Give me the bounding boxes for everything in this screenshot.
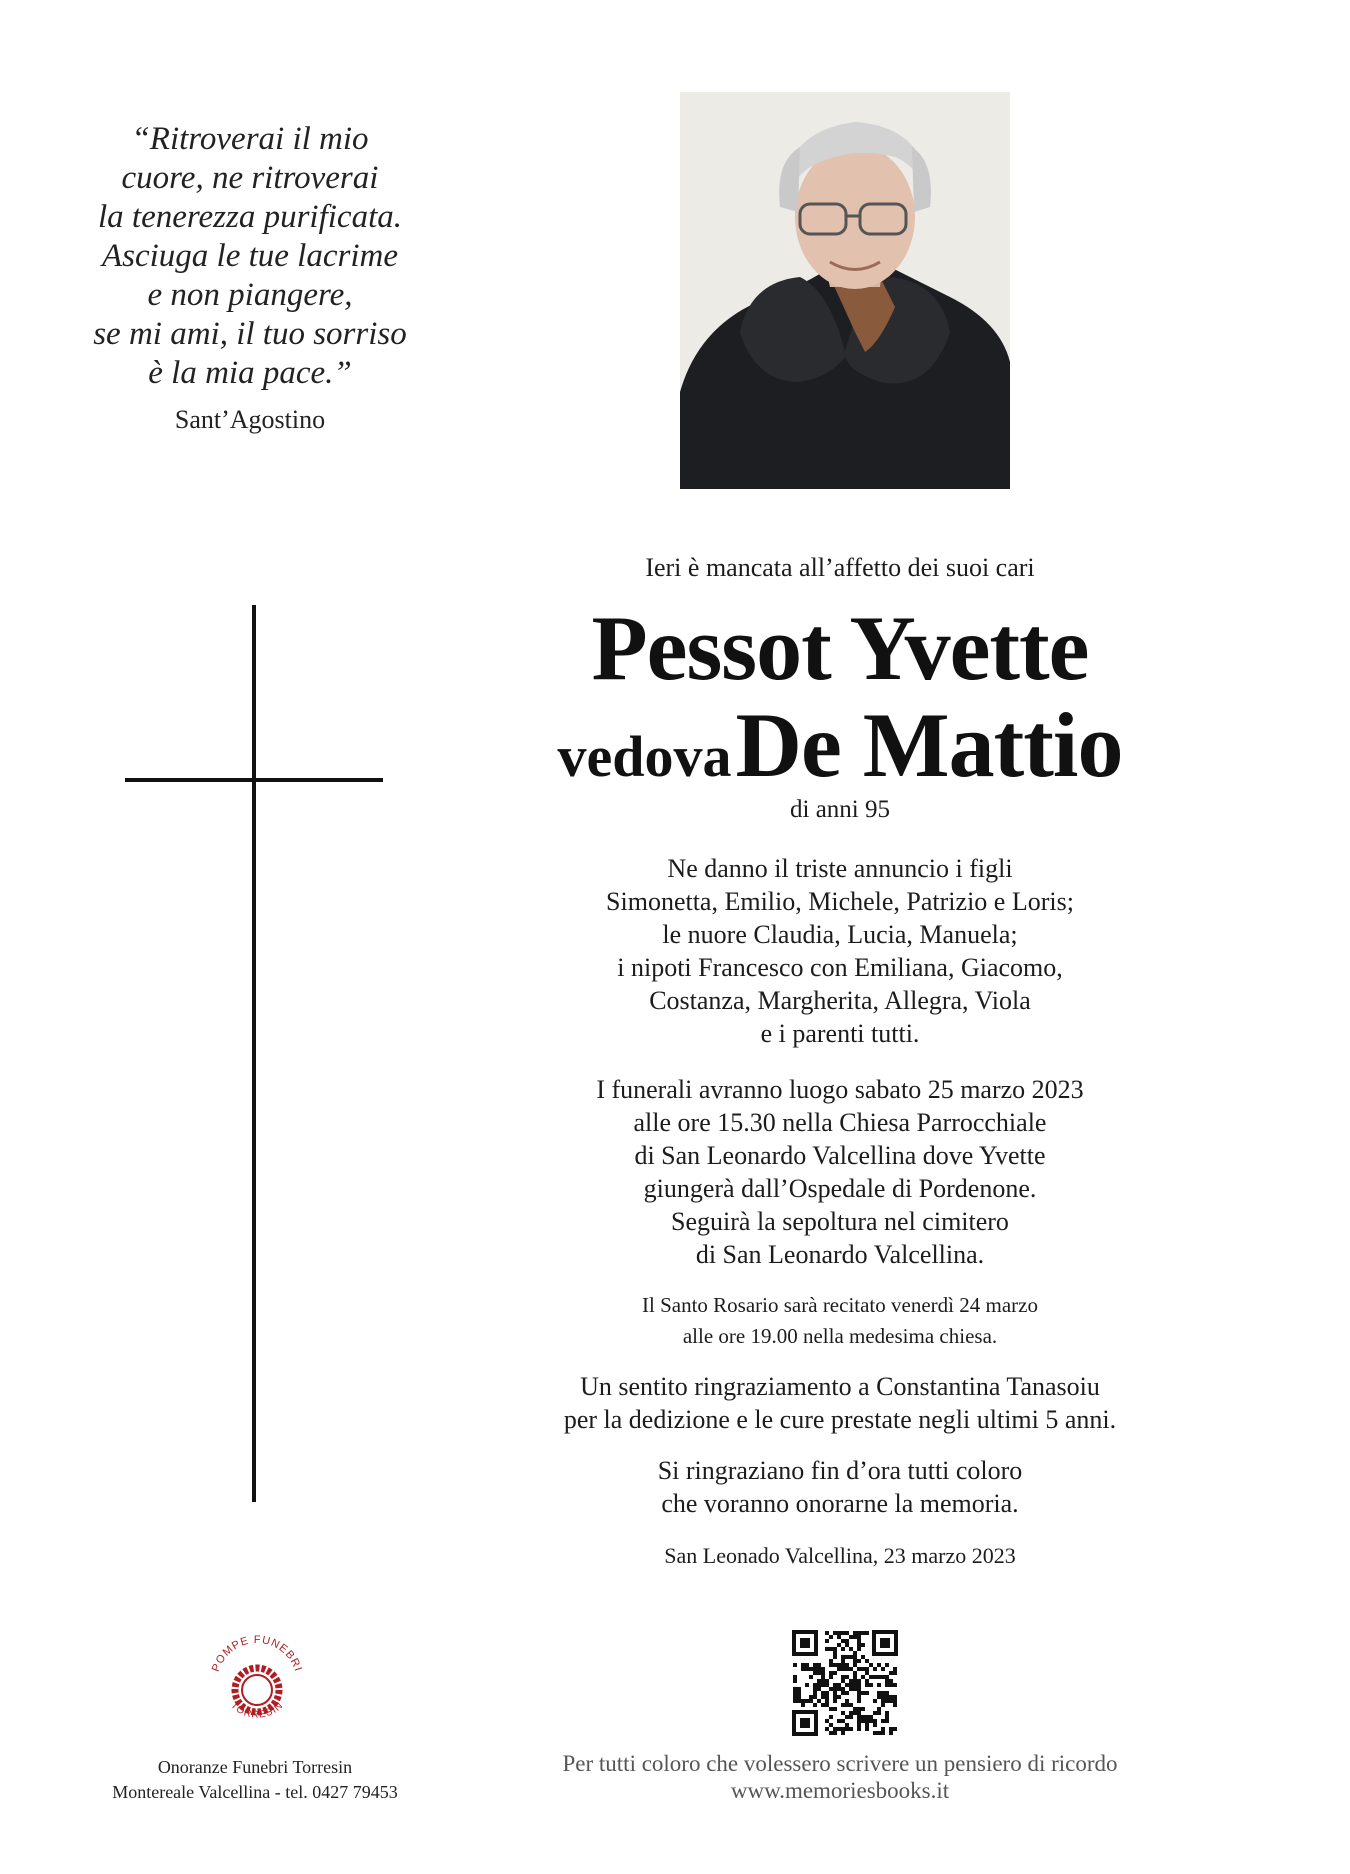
qr-module <box>865 1691 869 1695</box>
text-line: Si ringraziano fin d’ora tutti coloro <box>657 1456 1023 1485</box>
qr-module <box>841 1667 845 1671</box>
qr-module <box>877 1711 881 1715</box>
wreath-logo-icon <box>202 1628 312 1738</box>
qr-module <box>857 1715 861 1719</box>
qr-module <box>825 1703 829 1707</box>
qr-module <box>801 1663 805 1667</box>
qr-module <box>825 1695 829 1699</box>
qr-module <box>893 1699 897 1703</box>
qr-module <box>821 1679 825 1683</box>
qr-module <box>797 1691 801 1695</box>
qr-module <box>837 1667 841 1671</box>
qr-module <box>849 1711 853 1715</box>
qr-module <box>817 1683 821 1687</box>
qr-module <box>881 1675 885 1679</box>
qr-module <box>833 1655 837 1659</box>
qr-module <box>833 1671 837 1675</box>
qr-module <box>857 1723 861 1727</box>
text-line: giungerà dall’Ospedale di Pordenone. <box>643 1174 1037 1203</box>
qr-module <box>857 1691 861 1695</box>
qr-module <box>825 1683 829 1687</box>
qr-module <box>825 1727 829 1731</box>
qr-module <box>801 1667 805 1671</box>
portrait-photo <box>680 92 1010 489</box>
memories-url[interactable]: www.memoriesbooks.it <box>730 1778 950 1803</box>
funeral-home-name: Onoranze Funebri Torresin <box>157 1757 353 1777</box>
qr-module <box>817 1679 821 1683</box>
qr-module <box>865 1727 869 1731</box>
qr-module <box>829 1731 833 1735</box>
qr-module <box>833 1687 837 1691</box>
qr-module <box>873 1675 877 1679</box>
qr-module <box>877 1731 881 1735</box>
qr-module <box>793 1699 797 1703</box>
qr-module <box>829 1715 833 1719</box>
qr-module <box>817 1663 821 1667</box>
qr-module <box>845 1715 849 1719</box>
deceased-name: Pessot Yvette <box>591 597 1089 699</box>
qr-module <box>817 1687 821 1691</box>
qr-module <box>857 1727 861 1731</box>
qr-module <box>889 1679 893 1683</box>
qr-module <box>837 1643 841 1647</box>
qr-module <box>881 1731 885 1735</box>
qr-module <box>889 1683 893 1687</box>
qr-module <box>885 1683 889 1687</box>
qr-module <box>837 1687 841 1691</box>
qr-module <box>793 1679 797 1683</box>
qr-module <box>865 1679 869 1683</box>
text-line: alle ore 19.00 nella medesima chiesa. <box>682 1324 998 1348</box>
qr-module <box>817 1667 821 1671</box>
qr-module <box>877 1695 881 1699</box>
qr-module <box>865 1631 869 1635</box>
general-thanks-paragraph <box>500 1454 1180 1520</box>
qr-module <box>857 1711 861 1715</box>
qr-module <box>813 1695 817 1699</box>
qr-module <box>801 1699 805 1703</box>
qr-module <box>873 1731 877 1735</box>
qr-module <box>845 1699 849 1703</box>
qr-module <box>845 1663 849 1667</box>
qr-module <box>849 1715 853 1719</box>
qr-module <box>829 1647 833 1651</box>
qr-module <box>865 1723 869 1727</box>
qr-module <box>825 1647 829 1651</box>
qr-module <box>793 1695 797 1699</box>
qr-module <box>841 1727 845 1731</box>
qr-module <box>877 1683 881 1687</box>
text-line: e i parenti tutti. <box>760 1019 920 1048</box>
qr-module <box>829 1663 833 1667</box>
qr-module <box>845 1691 849 1695</box>
qr-module <box>853 1655 857 1659</box>
qr-module <box>801 1703 805 1707</box>
quote-line: Asciuga le tue lacrime <box>101 238 398 274</box>
qr-module <box>845 1723 849 1727</box>
qr-module <box>829 1687 833 1691</box>
qr-module <box>845 1631 849 1635</box>
qr-module <box>877 1707 881 1711</box>
qr-module <box>809 1699 813 1703</box>
qr-module <box>813 1667 817 1671</box>
qr-module <box>893 1671 897 1675</box>
logo-text-top: POMPE FUNEBRI <box>209 1633 305 1674</box>
qr-module <box>893 1695 897 1699</box>
qr-module <box>849 1727 853 1731</box>
qr-module <box>841 1711 845 1715</box>
qr-module <box>857 1639 861 1643</box>
qr-module <box>813 1663 817 1667</box>
qr-module <box>845 1643 849 1647</box>
qr-module <box>869 1719 873 1723</box>
qr-module <box>857 1695 861 1699</box>
qr-module <box>833 1647 837 1651</box>
qr-module <box>841 1687 845 1691</box>
qr-module <box>821 1695 825 1699</box>
qr-module <box>829 1723 833 1727</box>
qr-module <box>833 1631 837 1635</box>
qr-module <box>853 1711 857 1715</box>
qr-code-icon <box>790 1628 900 1738</box>
text-line: le nuore Claudia, Lucia, Manuela; <box>662 920 1018 949</box>
place-and-date: San Leonado Valcellina, 23 marzo 2023 <box>664 1543 1016 1568</box>
svg-text:TORRESIN <box>228 1700 285 1721</box>
quote-line: cuore, ne ritroverai <box>121 160 379 196</box>
text-line: i nipoti Francesco con Emiliana, Giacomo, <box>617 953 1063 982</box>
qr-module <box>841 1679 845 1683</box>
qr-module <box>797 1695 801 1699</box>
qr-module <box>829 1707 833 1711</box>
qr-module <box>849 1679 853 1683</box>
family-paragraph <box>500 852 1180 1050</box>
qr-module <box>829 1671 833 1675</box>
qr-module <box>841 1731 845 1735</box>
qr-module <box>809 1675 813 1679</box>
text-line: che voranno onorarne la memoria. <box>661 1489 1019 1518</box>
memories-note <box>500 1750 1180 1804</box>
qr-module <box>793 1663 797 1667</box>
qr-module <box>885 1663 889 1667</box>
qr-module <box>821 1683 825 1687</box>
funeral-home-contact: Montereale Valcellina - tel. 0427 79453 <box>112 1782 398 1802</box>
qr-module <box>825 1691 829 1695</box>
qr-module <box>805 1667 809 1671</box>
qr-module <box>857 1667 861 1671</box>
qr-module <box>857 1683 861 1687</box>
qr-module <box>845 1639 849 1643</box>
qr-module <box>853 1635 857 1639</box>
qr-module <box>833 1651 837 1655</box>
qr-module <box>825 1699 829 1703</box>
qr-module <box>833 1663 837 1667</box>
qr-module <box>873 1667 877 1671</box>
qr-module <box>889 1731 893 1735</box>
qr-module <box>797 1687 801 1691</box>
qr-module <box>885 1699 889 1703</box>
qr-module <box>873 1723 877 1727</box>
rosary-paragraph <box>500 1290 1180 1352</box>
qr-module <box>849 1687 853 1691</box>
qr-module <box>833 1691 837 1695</box>
qr-module <box>817 1671 821 1675</box>
qr-module <box>865 1683 869 1687</box>
qr-module <box>833 1727 837 1731</box>
qr-module <box>805 1663 809 1667</box>
text-line: Il Santo Rosario sarà recitato venerdì 24 marzo <box>642 1293 1038 1317</box>
qr-module <box>809 1667 813 1671</box>
qr-module <box>825 1719 829 1723</box>
qr-module <box>809 1695 813 1699</box>
qr-module <box>881 1703 885 1707</box>
qr-module <box>837 1663 841 1667</box>
qr-module <box>865 1659 869 1663</box>
qr-module <box>889 1695 893 1699</box>
qr-module <box>841 1703 845 1707</box>
qr-module <box>861 1675 865 1679</box>
qr-module <box>797 1699 801 1703</box>
qr-module <box>857 1631 861 1635</box>
qr-module <box>873 1699 877 1703</box>
qr-module <box>845 1675 849 1679</box>
logo-text-bottom: TORRESIN <box>228 1699 286 1721</box>
cross-horizontal-bar <box>125 778 383 782</box>
qr-module <box>817 1699 821 1703</box>
funeral-paragraph <box>500 1073 1180 1271</box>
qr-module <box>869 1683 873 1687</box>
qr-module <box>885 1711 889 1715</box>
text-line: per la dedizione e le cure prestate negli ultimi 5 anni. <box>563 1405 1117 1434</box>
qr-module <box>813 1691 817 1695</box>
qr-module <box>861 1667 865 1671</box>
qr-module <box>837 1683 841 1687</box>
qr-module <box>865 1715 869 1719</box>
quote-line: è la mia pace.” <box>148 355 352 391</box>
qr-module <box>861 1707 865 1711</box>
qr-module <box>837 1727 841 1731</box>
qr-module <box>837 1631 841 1635</box>
qr-module <box>857 1719 861 1723</box>
qr-module <box>857 1643 861 1647</box>
qr-module <box>821 1667 825 1671</box>
text-line: di San Leonardo Valcellina dove Yvette <box>634 1141 1046 1170</box>
qr-module <box>881 1719 885 1723</box>
qr-module <box>837 1635 841 1639</box>
qr-module <box>853 1683 857 1687</box>
qr-module <box>853 1687 857 1691</box>
qr-code[interactable] <box>790 1628 900 1738</box>
qr-module <box>881 1667 885 1671</box>
qr-module <box>845 1727 849 1731</box>
qr-module <box>805 1699 809 1703</box>
announcement-intro: Ieri è mancata all’affetto dei suoi cari <box>645 553 1035 582</box>
qr-module <box>853 1675 857 1679</box>
qr-module <box>869 1715 873 1719</box>
qr-module <box>849 1703 853 1707</box>
qr-module <box>857 1687 861 1691</box>
qr-module <box>857 1647 861 1651</box>
qr-module <box>841 1719 845 1723</box>
qr-module <box>825 1679 829 1683</box>
cross-vertical-bar <box>252 605 256 1502</box>
qr-module <box>821 1671 825 1675</box>
qr-module <box>793 1687 797 1691</box>
qr-module <box>793 1675 797 1679</box>
qr-module <box>845 1683 849 1687</box>
text-line: Ne danno il triste annuncio i figli <box>667 854 1013 883</box>
qr-module <box>865 1671 869 1675</box>
funeral-home-info <box>80 1755 430 1805</box>
qr-module <box>861 1715 865 1719</box>
qr-module <box>829 1675 833 1679</box>
qr-module <box>841 1659 845 1663</box>
qr-module <box>881 1727 885 1731</box>
qr-module <box>857 1659 861 1663</box>
memories-text: Per tutti coloro che volessero scrivere un pensiero di ricordo <box>562 1751 1118 1776</box>
qr-module <box>841 1663 845 1667</box>
caregiver-thanks-paragraph <box>500 1370 1180 1436</box>
qr-module <box>821 1691 825 1695</box>
qr-module <box>845 1655 849 1659</box>
widow-prefix: vedova <box>557 724 732 789</box>
qr-module <box>841 1639 845 1643</box>
text-line: Costanza, Margherita, Allegra, Viola <box>649 986 1031 1015</box>
qr-module <box>893 1727 897 1731</box>
qr-module <box>833 1695 837 1699</box>
qr-module <box>849 1655 853 1659</box>
qr-module <box>833 1731 837 1735</box>
qr-module <box>885 1679 889 1683</box>
quote <box>60 120 440 393</box>
qr-module <box>857 1699 861 1703</box>
qr-module <box>813 1703 817 1707</box>
qr-module <box>865 1719 869 1723</box>
qr-module <box>877 1663 881 1667</box>
qr-module <box>841 1631 845 1635</box>
text-line: Seguirà la sepoltura nel cimitero <box>671 1207 1009 1236</box>
quote-line: “Ritroverai il mio <box>131 121 369 157</box>
funeral-home-logo <box>202 1628 312 1738</box>
qr-module <box>849 1683 853 1687</box>
qr-module <box>893 1667 897 1671</box>
qr-module <box>825 1639 829 1643</box>
qr-module <box>853 1651 857 1655</box>
qr-module <box>841 1691 845 1695</box>
qr-module <box>877 1691 881 1695</box>
qr-module <box>861 1655 865 1659</box>
qr-module <box>853 1679 857 1683</box>
qr-module <box>837 1719 841 1723</box>
qr-module <box>853 1671 857 1675</box>
qr-module <box>813 1683 817 1687</box>
quote-author: Sant’Agostino <box>174 405 326 434</box>
qr-module <box>825 1631 829 1635</box>
qr-module <box>889 1699 893 1703</box>
qr-module <box>857 1679 861 1683</box>
qr-module <box>841 1647 845 1651</box>
qr-module <box>805 1683 809 1687</box>
qr-module <box>841 1675 845 1679</box>
qr-module <box>833 1707 837 1711</box>
qr-module <box>829 1635 833 1639</box>
qr-module <box>881 1695 885 1699</box>
qr-module <box>885 1715 889 1719</box>
qr-module <box>821 1675 825 1679</box>
qr-module <box>861 1719 865 1723</box>
qr-module <box>833 1699 837 1703</box>
qr-module <box>885 1691 889 1695</box>
qr-module <box>893 1683 897 1687</box>
qr-module <box>873 1711 877 1715</box>
qr-module <box>853 1707 857 1711</box>
quote-line: la tenerezza purificata. <box>98 199 402 235</box>
text-line: I funerali avranno luogo sabato 25 marzo 2023 <box>596 1075 1084 1104</box>
qr-module <box>889 1727 893 1731</box>
qr-module <box>877 1675 881 1679</box>
qr-module <box>829 1659 833 1663</box>
text-line: di San Leonardo Valcellina. <box>695 1240 985 1269</box>
qr-module <box>849 1647 853 1651</box>
qr-module <box>841 1655 845 1659</box>
qr-module <box>861 1691 865 1695</box>
qr-module <box>853 1659 857 1663</box>
qr-module <box>833 1683 837 1687</box>
qr-module <box>857 1635 861 1639</box>
qr-module <box>813 1671 817 1675</box>
qr-module <box>865 1667 869 1671</box>
qr-module <box>873 1719 877 1723</box>
qr-module <box>869 1675 873 1679</box>
qr-module <box>885 1695 889 1699</box>
portrait-illustration <box>680 92 1010 489</box>
qr-module <box>881 1691 885 1695</box>
qr-module <box>849 1667 853 1671</box>
text-line: Simonetta, Emilio, Michele, Patrizio e Loris; <box>606 887 1074 916</box>
qr-module <box>885 1719 889 1723</box>
qr-module <box>857 1707 861 1711</box>
qr-module <box>845 1703 849 1707</box>
qr-module <box>861 1631 865 1635</box>
quote-line: e non piangere, <box>147 277 353 313</box>
qr-module <box>889 1671 893 1675</box>
qr-module <box>885 1675 889 1679</box>
married-surname: De Mattio <box>735 694 1123 796</box>
qr-module <box>793 1691 797 1695</box>
qr-module <box>813 1687 817 1691</box>
text-line: Un sentito ringraziamento a Constantina Tanasoiu <box>580 1372 1100 1401</box>
qr-module <box>881 1699 885 1703</box>
text-line: alle ore 15.30 nella Chiesa Parrocchiale <box>633 1108 1047 1137</box>
qr-module <box>821 1703 825 1707</box>
quote-line: se mi ami, il tuo sorriso <box>93 316 407 352</box>
qr-module <box>837 1695 841 1699</box>
deceased-age: di anni 95 <box>790 796 890 823</box>
qr-module <box>853 1663 857 1667</box>
qr-module <box>869 1663 873 1667</box>
qr-module <box>845 1667 849 1671</box>
qr-module <box>893 1703 897 1707</box>
qr-module <box>849 1635 853 1639</box>
qr-module <box>853 1631 857 1635</box>
qr-module <box>861 1643 865 1647</box>
